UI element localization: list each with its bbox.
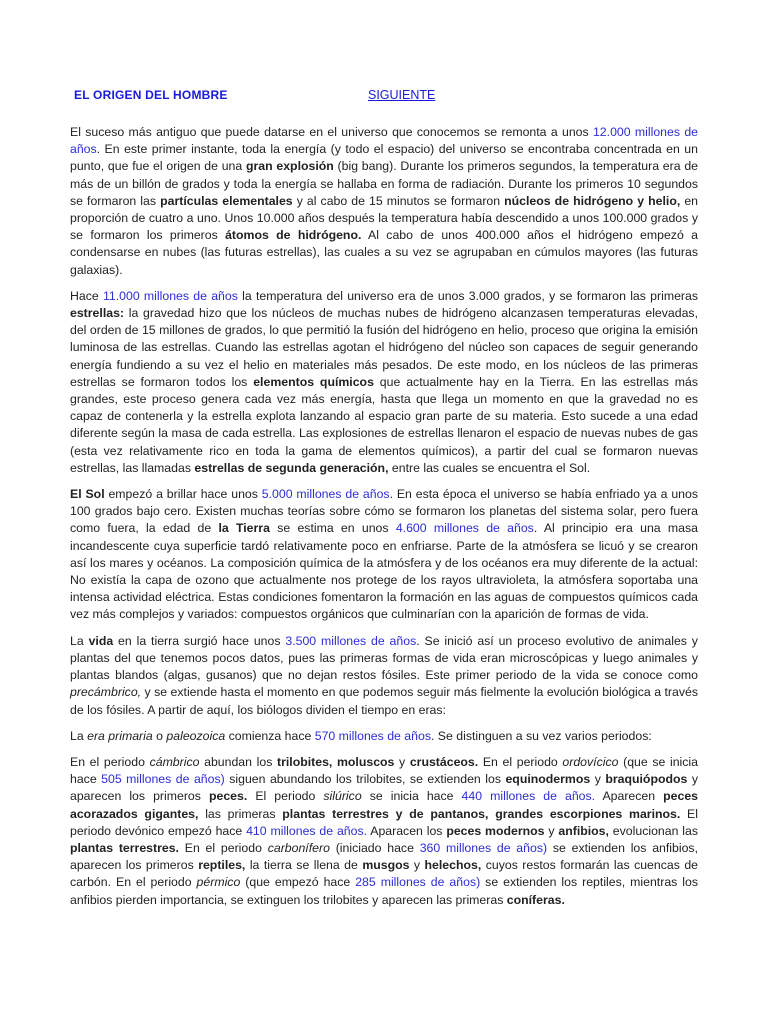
text-run: El suceso más antiguo que puede datarse en el universo que conocemos se remonta a unos [70, 125, 593, 139]
next-page-link[interactable]: SIGUIENTE [368, 88, 436, 102]
italic-term: carbonífero [267, 840, 330, 855]
text-run: . En esta época el universo se había enfriado ya a unos 100 grados bajo cero. Existen muchas teorías sobre cómo se formaron los planetas del sistema solar, pero fuera como fuera, la edad de [70, 487, 698, 536]
text-run: las primeras [198, 806, 283, 821]
page-header [70, 88, 698, 110]
text-run: la temperatura del universo era de unos 3.000 grados, y se formaron las primeras [237, 288, 699, 303]
bold-term: peces modernos [446, 823, 545, 838]
text-run: comienza hace [225, 728, 315, 743]
paragraph-life-origin [70, 633, 698, 719]
bold-term: musgos [362, 858, 410, 873]
bold-term: vida [88, 633, 114, 648]
date-highlight: 410 millones de años. [246, 823, 368, 838]
paragraph-first-stars [70, 288, 698, 477]
date-highlight: 505 millones de años) [101, 772, 225, 787]
text-run: (iniciado hace [329, 840, 420, 855]
paragraph-big-bang [70, 124, 698, 279]
text-run: En el periodo [178, 840, 268, 855]
text-run: El periodo [247, 789, 324, 804]
date-highlight: 360 millones de años) [419, 840, 548, 855]
date-highlight: 12.000 millones de años [70, 125, 698, 157]
paragraph-sun-earth [70, 486, 698, 624]
bold-term: anfibios, [558, 823, 609, 838]
text-run: se inicia hace [361, 789, 462, 804]
bold-term: núcleos de hidrógeno y helio, [504, 193, 681, 208]
text-run: Hace [70, 288, 103, 303]
page-title: EL ORIGEN DEL HOMBRE [74, 88, 228, 102]
text-run: (que empezó hace [240, 875, 356, 890]
text-run: En el periodo [478, 754, 563, 769]
text-run: y [394, 754, 410, 769]
bold-term: elementos químicos [253, 374, 374, 389]
text-run: empezó a brillar hace unos [104, 487, 262, 502]
text-run: la tierra se llena de [245, 858, 363, 873]
bold-term: helechos, [424, 858, 482, 873]
date-highlight: 11.000 millones de años [102, 288, 238, 303]
bold-term: gran explosión [245, 159, 334, 174]
date-highlight: 440 millones de años. [461, 789, 596, 804]
text-run: abundan los [199, 754, 277, 769]
text-run: se estima en unos [269, 521, 396, 536]
bold-term: partículas elementales [160, 193, 293, 208]
bold-term: crustáceos. [409, 754, 479, 769]
bold-term: peces acorazados gigantes, [70, 789, 699, 821]
text-run: entre las cuales se encuentra el Sol. [388, 460, 591, 475]
text-run: (que se inicia hace [70, 754, 699, 787]
text-run: . Se inició así un proceso evolutivo de animales y plantas del que tenemos pocos datos, pues las primeras formas de vida eran microscópicas y luego animales y plantas blandos (algas, gusanos) que no dejan restos fósiles. Este primer periodo de la vida se conoce como [70, 633, 698, 683]
bold-term: plantas terrestres. [70, 840, 179, 855]
text-run: El periodo devónico empezó hace [70, 806, 698, 838]
paragraph-periods [70, 754, 698, 909]
text-run: Al cabo de unos 400.000 años el hidrógeno empezó a condensarse en nubes (las futuras estrellas), las cuales a su vez se agrupaban en cúmulos mayores (las futuras galaxias). [70, 228, 698, 277]
date-highlight: 5.000 millones de años [261, 487, 390, 502]
text-run: En el periodo [70, 754, 150, 769]
text-run: Aparecen [595, 789, 664, 804]
text-run: La [70, 633, 89, 648]
date-highlight: 3.500 millones de años [285, 633, 417, 648]
bold-term: átomos de hidrógeno. [225, 228, 362, 243]
bold-term: estrellas de segunda generación, [194, 460, 389, 475]
date-highlight: 285 millones de años) [355, 875, 481, 890]
text-run: . Al principio era una masa incandescente cuya superficie tardó relativamente poco en enfriarse. Parte de la atmósfera se licuó y se crearon así los mares y océanos. La composición química de la atmósfera y de los océanos era muy diferente de la actual: No existía la capa de ozono que actualmente nos protege de los rayos ultravioleta, la atmósfera soportaba una intensa actividad eléctrica. Estas condiciones fomentaron la formación en las aguas de compuestos químicos cada vez más complejos y variados: compuestos orgánicos que culminarían con la aparición de formas de vida. [70, 521, 698, 622]
text-run: y aparecen los primeros [70, 772, 698, 804]
text-run: Aparacen los [367, 823, 447, 838]
bold-term: peces. [208, 789, 248, 804]
bold-term: El Sol [70, 487, 105, 502]
text-run: que actualmente hay en la Tierra. En las estrellas más grandes, este proceso genera cada vez más energía, hasta que llega un momento en que la gravedad no es capaz de contenerla y la estrella explota lanzando al espacio gran parte de su materia. Esto sucede a una edad diferente según la masa de cada estrella. Las explosiones de estrellas llenaron el espacio de nuevas nubes de gas (esta vez relativamente rico en toda la gama de elementos químicos), a partir del cual se formaron nuevas estrellas, las llamadas [70, 374, 698, 475]
document-page [70, 88, 698, 918]
text-run: La [70, 728, 88, 743]
bold-term: la Tierra [218, 521, 270, 536]
text-run: en proporción de cuatro a uno. Unos 10.000 años después la temperatura había descendido a unos 100.000 grados y se formaron los primeros [70, 193, 698, 243]
text-run: . Se distinguen a su vez varios periodos: [430, 728, 652, 743]
italic-term: cámbrico [149, 754, 200, 769]
text-run: y [409, 858, 425, 873]
italic-term: silúrico [323, 789, 362, 804]
date-highlight: 570 millones de años [314, 728, 431, 743]
paragraph-paleozoic-era [70, 728, 698, 745]
text-run: o [152, 728, 167, 743]
italic-term: era primaria [87, 728, 153, 743]
italic-term: precámbrico, [70, 685, 142, 700]
bold-term: coníferas. [506, 892, 565, 907]
italic-term: paleozoica [166, 728, 226, 743]
text-run: en la tierra surgió hace unos [113, 633, 286, 648]
bold-term: trilobites, moluscos [277, 754, 395, 769]
text-run: cuyos restos formarán las cuencas de carbón. En el periodo [70, 858, 698, 890]
text-run: evolucionan las [608, 823, 699, 838]
date-highlight: 4.600 millones de años [395, 521, 534, 536]
text-run: se extienden los anfibios, aparecen los primeros [70, 840, 698, 873]
bold-term: estrellas: [70, 306, 125, 321]
bold-term: plantas terrestres y de pantanos, grandes escorpiones marinos. [282, 806, 681, 821]
italic-term: pérmico [196, 875, 241, 890]
text-run: la gravedad hizo que los núcleos de muchas nubes de hidrógeno alcanzasen temperaturas elevadas, del orden de 15 millones de grados, lo que permitió la fusión del hidrógeno en helio, proceso que origina la emisión luminosa de las estrellas. Cuando las estrellas agotan el hidrógeno del núcleo son capaces de seguir generando energía fundiendo a su vez el helio en materiales más pesados. De este modo, en los núcleos de las primeras estrellas se formaron todos los [70, 306, 698, 389]
bold-term: equinodermos [505, 772, 591, 787]
text-run: . En este primer instante, toda la energía (y todo el espacio) del universo se encontraba concentrada en un punto, que fue el origen de una [70, 142, 698, 174]
bold-term: reptiles, [198, 858, 246, 873]
text-run: y se extiende hasta el momento en que podemos seguir más fielmente la evolución biológica a través de los fósiles. A partir de aquí, los biólogos dividen el tiempo en eras: [70, 685, 698, 717]
text-run: se extienden los reptiles, mientras los anfibios pierden importancia, se extinguen los trilobites y aparecen las primeras [70, 875, 698, 907]
bold-term: braquiópodos [605, 772, 688, 787]
text-run: y [590, 772, 606, 787]
text-run: y [544, 823, 559, 838]
text-run: (big bang). Durante los primeros segundos, la temperatura era de más de un billón de grados y toda la energía se hallaba en forma de radiación. Durante los primeros 10 segundos se formaron las [70, 159, 698, 208]
text-run: siguen abundando los trilobites, se extienden los [224, 772, 506, 787]
text-run: y al cabo de 15 minutos se formaron [292, 193, 505, 208]
italic-term: ordovícico [562, 754, 619, 769]
